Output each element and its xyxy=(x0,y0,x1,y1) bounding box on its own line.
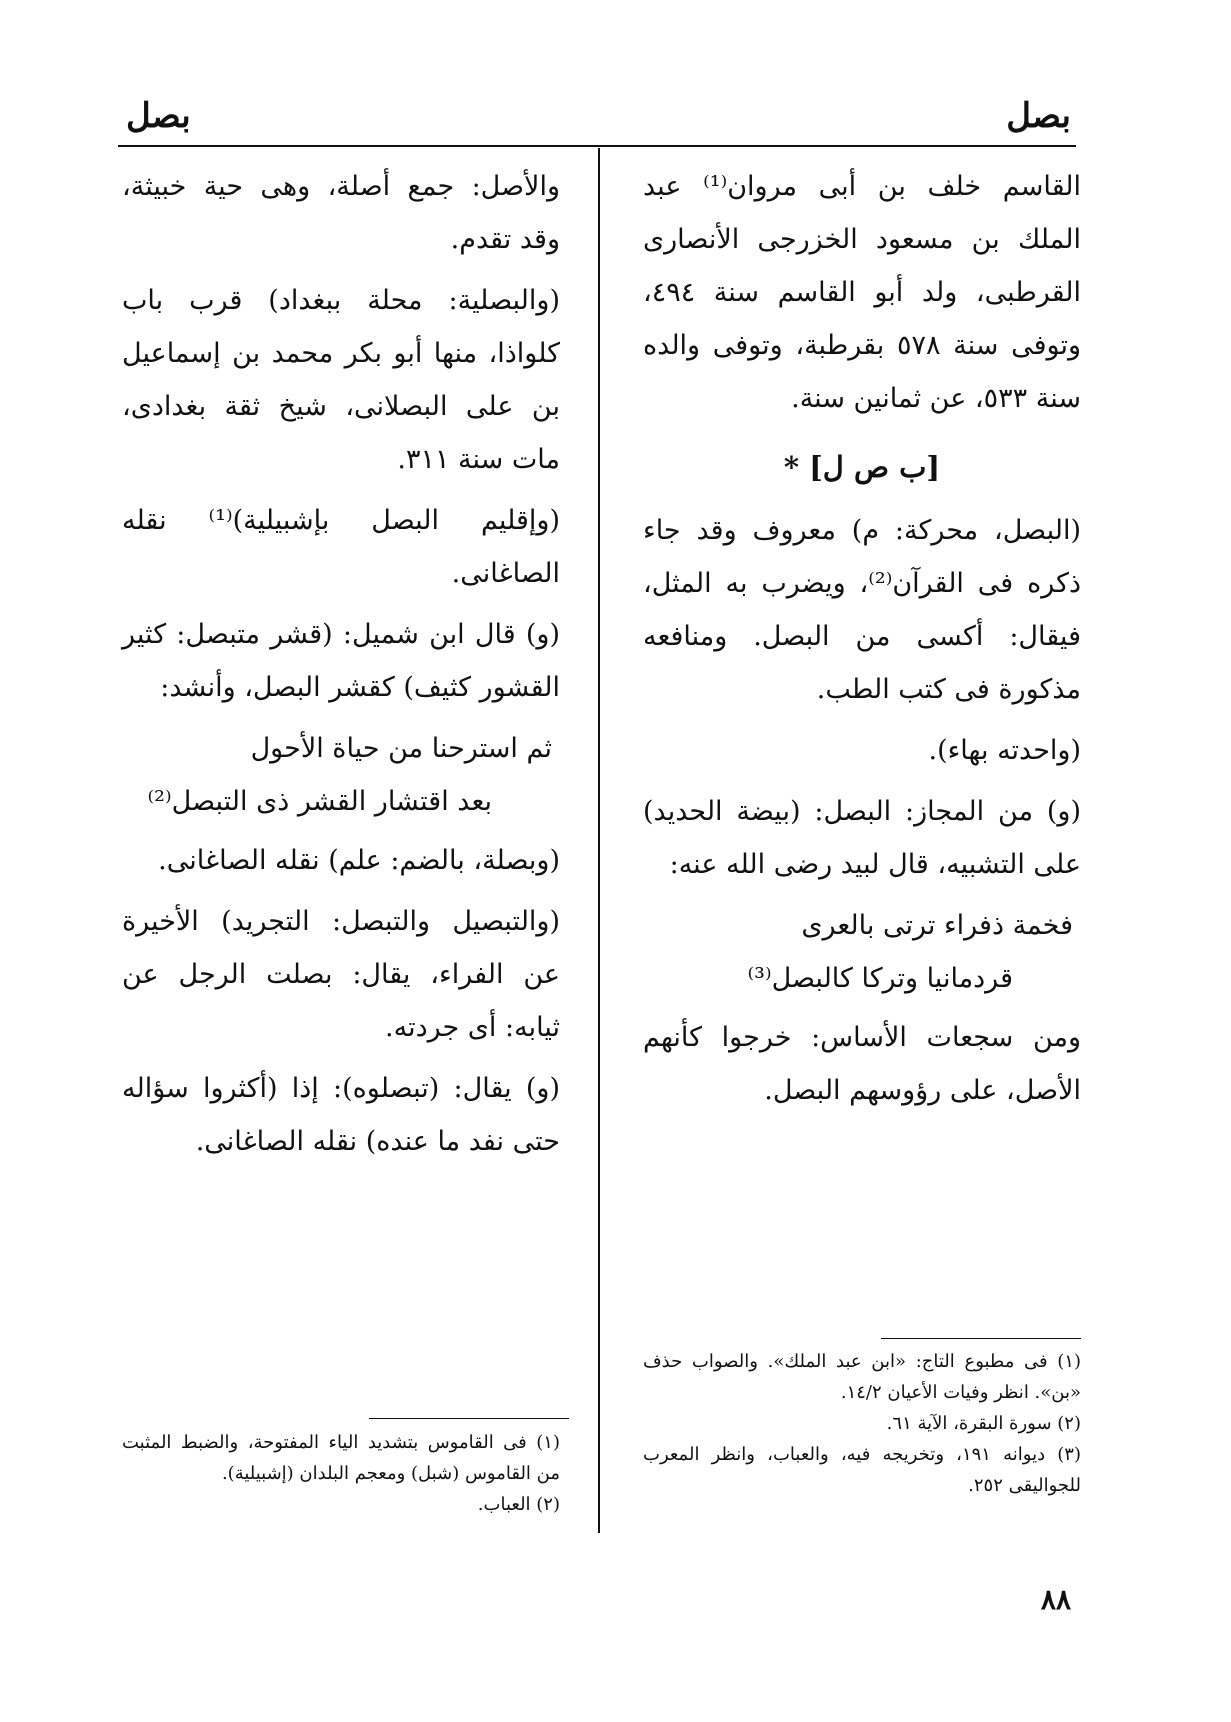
paragraph: (و) قال ابن شميل: (قشر متبصل: كثير القشور كثيف) كقشر البصل، وأنشد: xyxy=(122,619,560,703)
left-column xyxy=(122,160,560,1176)
paragraph: (والبصلية: محلة ببغداد) قرب باب كلواذا، منها أبو بكر محمد بن إسماعيل بن على البصلانى، شيخ ثقة بغدادى، مات سنة ٣١١. xyxy=(122,285,560,475)
footnote-rule-right xyxy=(881,1338,1081,1339)
verse-hemistich-2: بعد اقتشار القشر ذى التبصل⁽²⁾ xyxy=(147,786,492,817)
verse-hemistich-1: فخمة ذفراء ترتى بالعرى xyxy=(801,910,1073,941)
footnote: (١) فى مطبوع التاج: «ابن عبد الملك». والصواب حذف «بن». انظر وفيات الأعيان ١٤/٢. xyxy=(643,1351,1081,1403)
paragraph: ومن سجعات الأساس: خرجوا كأنهم الأصل، على رؤوسهم البصل. xyxy=(643,1022,1081,1106)
poetry-verse xyxy=(122,722,560,828)
header-left-word: بصل xyxy=(126,96,191,136)
paragraph: (و) من المجاز: البصل: (بيضة الحديد) على التشبيه، قال لبيد رضى الله عنه: xyxy=(643,796,1081,880)
column-divider xyxy=(598,148,600,1533)
page-number: ٨٨ xyxy=(1040,1583,1071,1616)
paragraph: (البصل، محركة: م) معروف وقد جاء ذكره فى القرآن⁽²⁾، ويضرب به المثل، فيقال: أكسى من البصل. ومنافعه مذكورة فى كتب الطب. xyxy=(643,515,1081,705)
right-column xyxy=(643,160,1081,1125)
paragraph: (والتبصيل والتبصل: التجريد) الأخيرة عن الفراء، يقال: بصلت الرجل عن ثيابه: أى جردته. xyxy=(122,906,560,1043)
verse-hemistich-2: قردمانيا وتركا كالبصل⁽³⁾ xyxy=(747,963,1013,994)
paragraph: والأصل: جمع أصلة، وهى حية خبيثة، وقد تقدم. xyxy=(122,171,560,255)
footnotes-left xyxy=(122,1427,560,1520)
footnote: (١) فى القاموس بتشديد الياء المفتوحة، والضبط المثبت من القاموس (شبل) ومعجم البلدان (إشبيلية). xyxy=(122,1432,560,1484)
verse-hemistich-1: ثم استرحنا من حياة الأحول xyxy=(250,733,552,764)
footnote: (٣) ديوانه ١٩١، وتخريجه فيه، والعباب، وانظر المعرب للجواليقى ٢٥٢. xyxy=(643,1444,1081,1496)
paragraph: (و) يقال: (تبصلوه): إذا (أكثروا سؤاله حتى نفد ما عنده) نقله الصاغانى. xyxy=(122,1073,560,1157)
entry-heading: [ب ص ل] * xyxy=(783,450,941,484)
poetry-verse xyxy=(643,899,1081,1005)
footnote: (٢) سورة البقرة، الآية ٦١. xyxy=(886,1413,1081,1434)
paragraph: (وبصلة، بالضم: علم) نقله الصاغانى. xyxy=(158,845,560,876)
footnotes-right xyxy=(643,1346,1081,1501)
paragraph: (وإقليم البصل بإشبيلية)⁽¹⁾ نقله الصاغانى. xyxy=(122,505,560,589)
paragraph: القاسم خلف بن أبى مروان⁽¹⁾ عبد الملك بن مسعود الخزرجى الأنصارى القرطبى، ولد أبو القاسم سنة ٤٩٤، وتوفى سنة ٥٧٨ بقرطبة، وتوفى والده سنة ٥٣٣، عن ثمانين سنة. xyxy=(643,171,1082,414)
footnote-rule-left xyxy=(369,1418,569,1419)
paragraph: (واحدته بهاء). xyxy=(928,735,1081,766)
footnote: (٢) العباب. xyxy=(477,1494,560,1515)
header-right-word: بصل xyxy=(1006,96,1071,136)
header-rule xyxy=(118,145,1076,147)
